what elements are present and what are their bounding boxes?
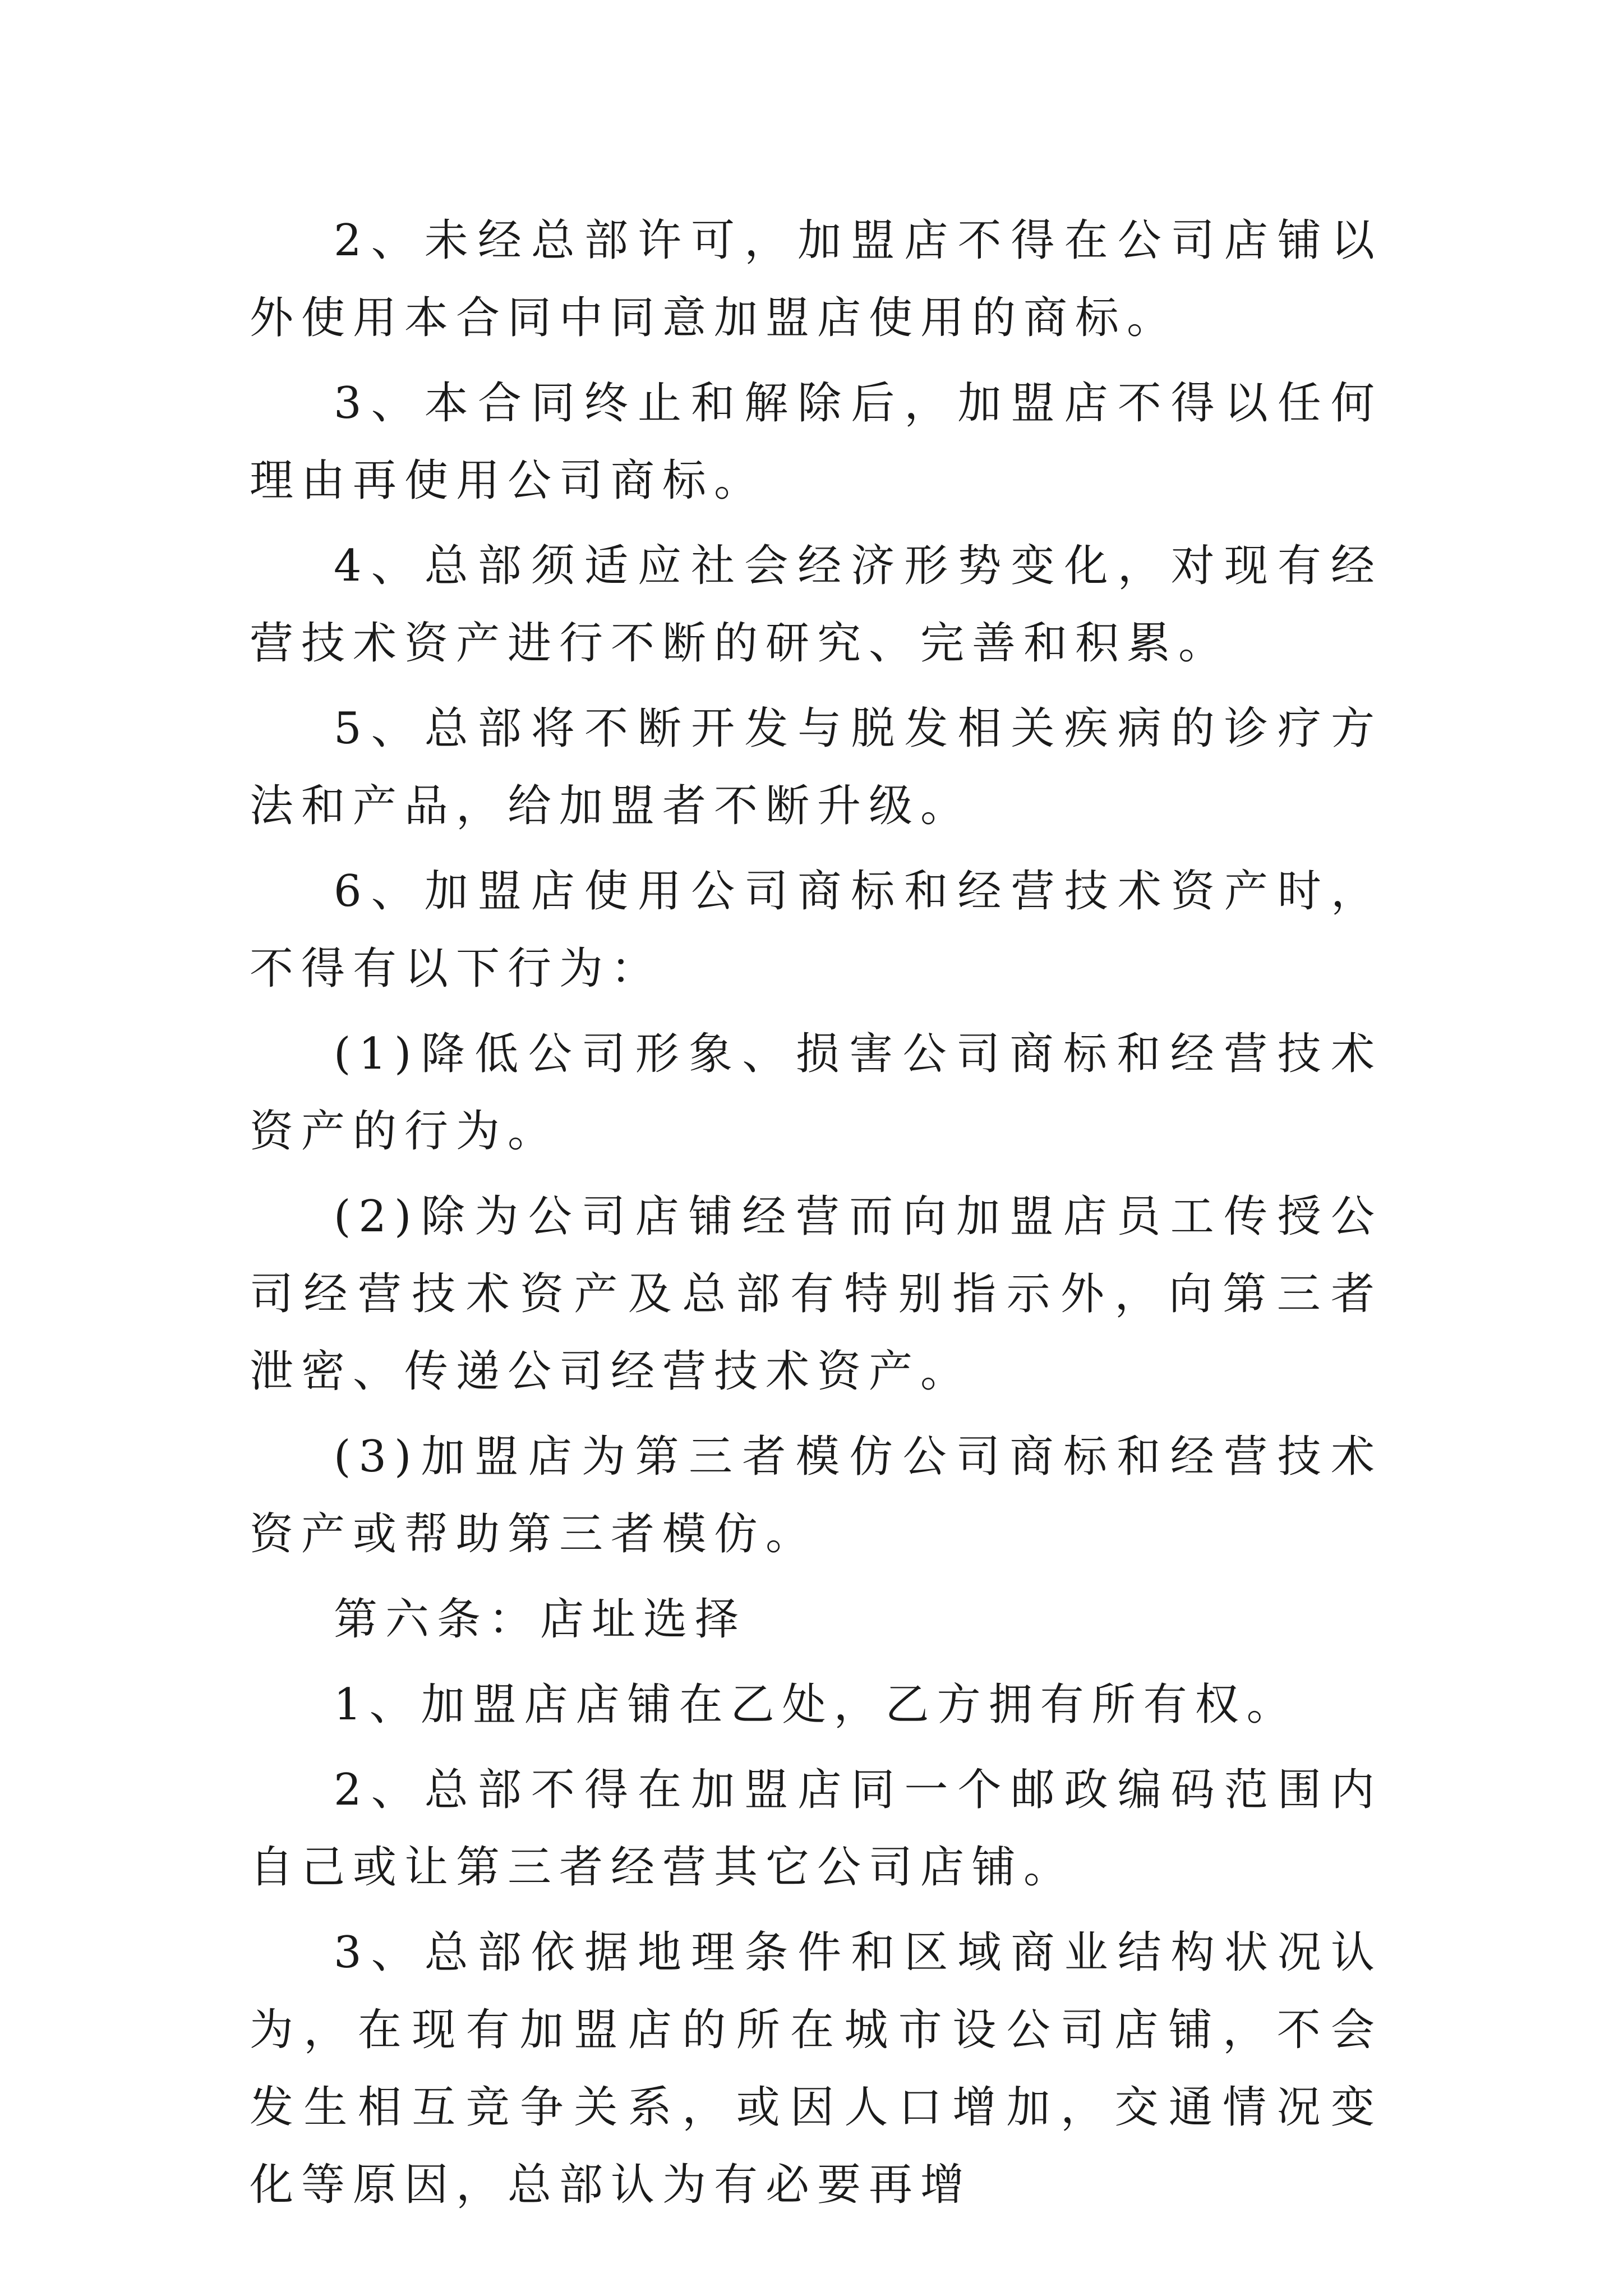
document-body (250, 202, 1382, 2231)
sub-item-1: (1)降低公司形象、损害公司商标和经营技术资产的行为。 (250, 1029, 1382, 1157)
article-6-heading: 第六条：店址选择 (334, 1594, 747, 1645)
sub-item-3: (3)加盟店为第三者模仿公司商标和经营技术资产或帮助第三者模仿。 (250, 1432, 1382, 1559)
site-clause-1: 1、加盟店店铺在乙处，乙方拥有所有权。 (334, 1680, 1298, 1730)
site-clause-2: 2、总部不得在加盟店同一个邮政编码范围内自己或让第三者经营其它公司店铺。 (250, 1765, 1382, 1893)
clause-5-development: 5、总部将不断开发与脱发相关疾病的诊疗方法和产品，给加盟者不断升级。 (250, 703, 1382, 831)
sub-item-2: (2)除为公司店铺经营而向加盟店员工传授公司经营技术资产及总部有特别指示外，向第三者泄密、传递公司经营技术资产。 (250, 1191, 1382, 1397)
clause-3-termination: 3、本合同终止和解除后，加盟店不得以任何理由再使用公司商标。 (250, 378, 1382, 506)
clause-6-prohibited-acts: 6、加盟店使用公司商标和经营技术资产时，不得有以下行为： (250, 866, 1382, 994)
clause-2-trademark-use: 2、未经总部许可，加盟店不得在公司店铺以外使用本合同中同意加盟店使用的商标。 (250, 215, 1382, 343)
clause-4-research: 4、总部须适应社会经济形势变化，对现有经营技术资产进行不断的研究、完善和积累。 (250, 541, 1382, 669)
site-clause-3: 3、总部依据地理条件和区域商业结构状况认为，在现有加盟店的所在城市设公司店铺，不会发生相互竞争关系，或因人口增加，交通情况变化等原因，总部认为有必要再增 (250, 1927, 1382, 2210)
